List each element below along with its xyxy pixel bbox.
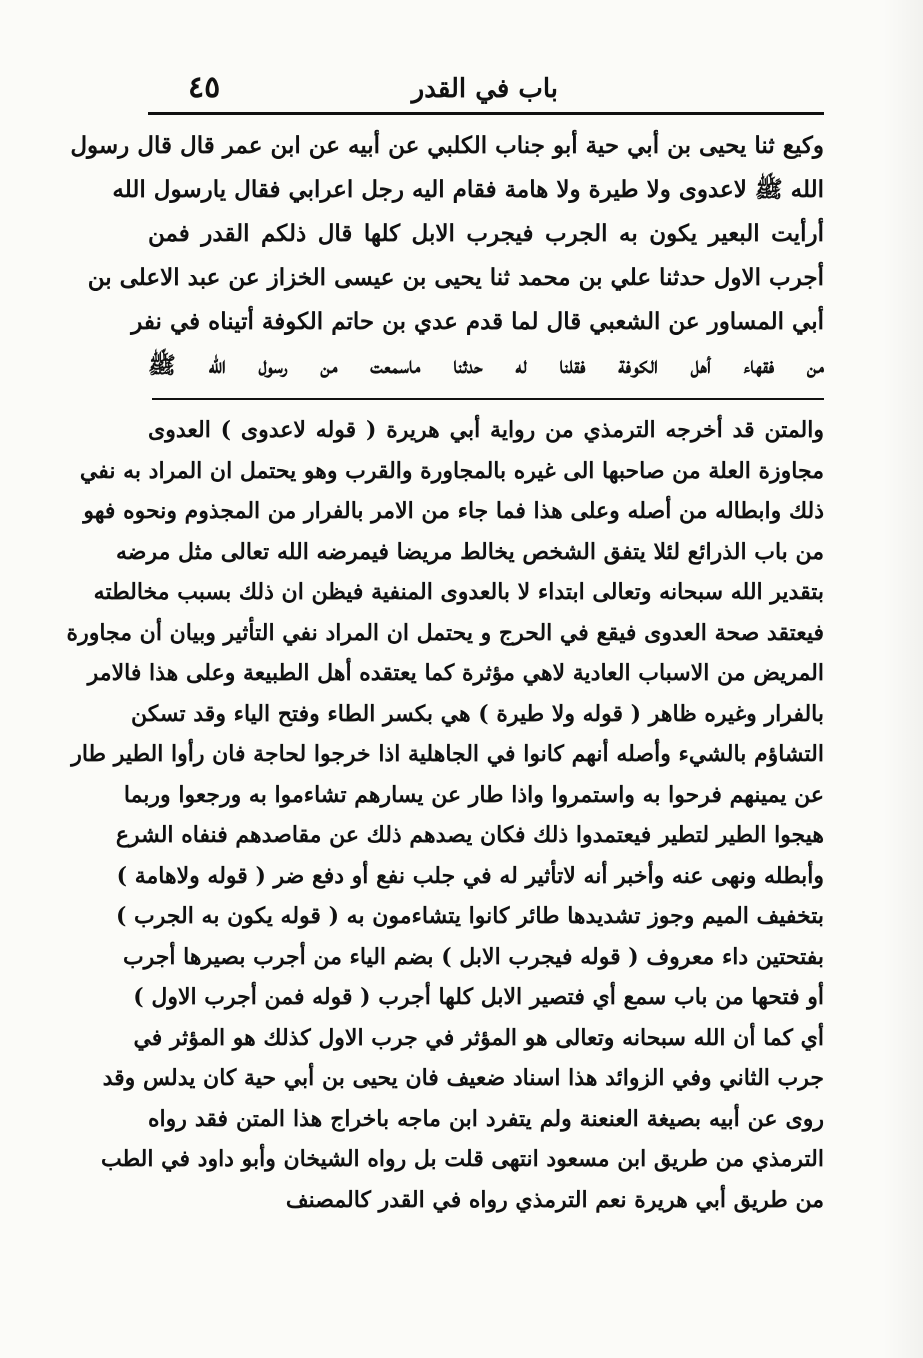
- hadith-line: أجرب الاول حدثنا علي بن محمد ثنا يحيى بن عيسى الخزاز عن عبد الاعلى بن: [87, 264, 824, 291]
- commentary-line: بتقدير الله سبحانه وتعالى ابتداء لا بالعدوى المنفية فيظن ان ذلك بسبب مخالطته: [93, 579, 824, 605]
- running-title: باب في القدر: [411, 74, 558, 104]
- hadith-line: الله ﷺ لاعدوى ولا طيرة ولا هامة فقام اليه رجل اعرابي فقال يارسول الله: [112, 176, 824, 203]
- page-number: ٤٥: [188, 70, 221, 105]
- commentary-line: جرب الثاني وفي الزوائد هذا اسناد ضعيف فان يحيى بن أبي حية كان يدلس وقد: [102, 1065, 824, 1091]
- hadith-line: أرأيت البعير يكون به الجرب فيجرب الابل كلها قال ذلكم القدر فمن: [148, 220, 824, 247]
- commentary-line: والمتن قد أخرجه الترمذي من رواية أبي هريرة ( قوله لاعدوى ) العدوى: [148, 417, 824, 443]
- commentary-line: المريض من الاسباب العادية لاهي مؤثرة كما يعتقده أهل الطبيعة وعلى هذا فالامر: [87, 660, 824, 686]
- commentary-line: بفتحتين داء معروف ( قوله فيجرب الابل ) بضم الياء من أجرب بصيرها أجرب: [122, 943, 824, 970]
- commentary-line: هيجوا الطير لتطير فيعتمدوا ذلك فكان يصدهم ذلك عن مقاصدهم فنفاه الشرع: [115, 822, 824, 848]
- header-rule: [148, 112, 824, 115]
- hadith-line: من فقهاء أهل الكوفة فقلنا له حدثنا ماسمعت من رسول الله ﷺ: [148, 352, 824, 379]
- scan-shadow: [883, 0, 923, 1358]
- hadith-line: وكيع ثنا يحيى بن أبي حية أبو جناب الكلبي عن أبيه عن ابن عمر قال قال رسول: [70, 132, 824, 159]
- commentary-line: بالفرار وغيره ظاهر ( قوله ولا طيرة ) هي بكسر الطاء وفتح الياء وقد تسكن: [130, 700, 824, 727]
- commentary-line: ذلك وابطاله من أصله وعلى هذا فما جاء من الامر بالفرار من المجذوم ونحوه فهو: [83, 498, 824, 524]
- hadith-line: أبي المساور عن الشعبي قال لما قدم عدي بن حاتم الكوفة أتيناه في نفر: [131, 308, 824, 335]
- commentary-line: التشاؤم بالشيء وأصله أنهم كانوا في الجاهلية اذا خرجوا لحاجة فان رأوا الطير طار: [71, 741, 824, 767]
- hadith-text: [70, 124, 824, 388]
- commentary-line: عن يمينهم فرحوا به واستمروا واذا طار عن يسارهم تشاءموا به ورجعوا وربما: [123, 781, 824, 808]
- commentary-line: مجاوزة العلة من صاحبها الى غيره بالمجاورة والقرب وهو يحتمل ان المراد به نفي: [79, 457, 824, 484]
- commentary-line: فيعتقد صحة العدوى فيقع في الحرج و يحتمل ان المراد نفي التأثير وبيان أن مجاورة: [66, 619, 824, 646]
- commentary-line: روى عن أبيه بصيغة العنعنة ولم يتفرد ابن ماجه باخراج هذا المتن فقد رواه: [148, 1105, 824, 1132]
- commentary-text: [66, 410, 824, 1220]
- commentary-line: بتخفيف الميم وجوز تشديدها طائر كانوا يتشاءمون به ( قوله يكون به الجرب ): [115, 903, 824, 929]
- section-divider: [152, 398, 824, 400]
- commentary-line: من طريق أبي هريرة نعم الترمذي رواه في القدر كالمصنف: [285, 1186, 824, 1213]
- commentary-line: أي كما أن الله سبحانه وتعالى هو المؤثر في جرب الاول كذلك هو المؤثر في: [133, 1024, 824, 1051]
- commentary-line: أو فتحها من باب سمع أي فتصير الابل كلها أجرب ( قوله فمن أجرب الاول ): [133, 984, 824, 1010]
- commentary-line: من باب الذرائع لئلا يتفق الشخص يخالط مريضا فيمرضه الله تعالى مثل مرضه: [116, 538, 824, 565]
- commentary-line: الترمذي من طريق ابن مسعود انتهى قلت بل رواه الشيخان وأبو داود في الطب: [101, 1146, 824, 1172]
- commentary-line: وأبطله ونهى عنه وأخبر أنه لاتأثير له في جلب نفع أو دفع ضر ( قوله ولاهامة ): [116, 862, 824, 889]
- page-header: [148, 70, 828, 112]
